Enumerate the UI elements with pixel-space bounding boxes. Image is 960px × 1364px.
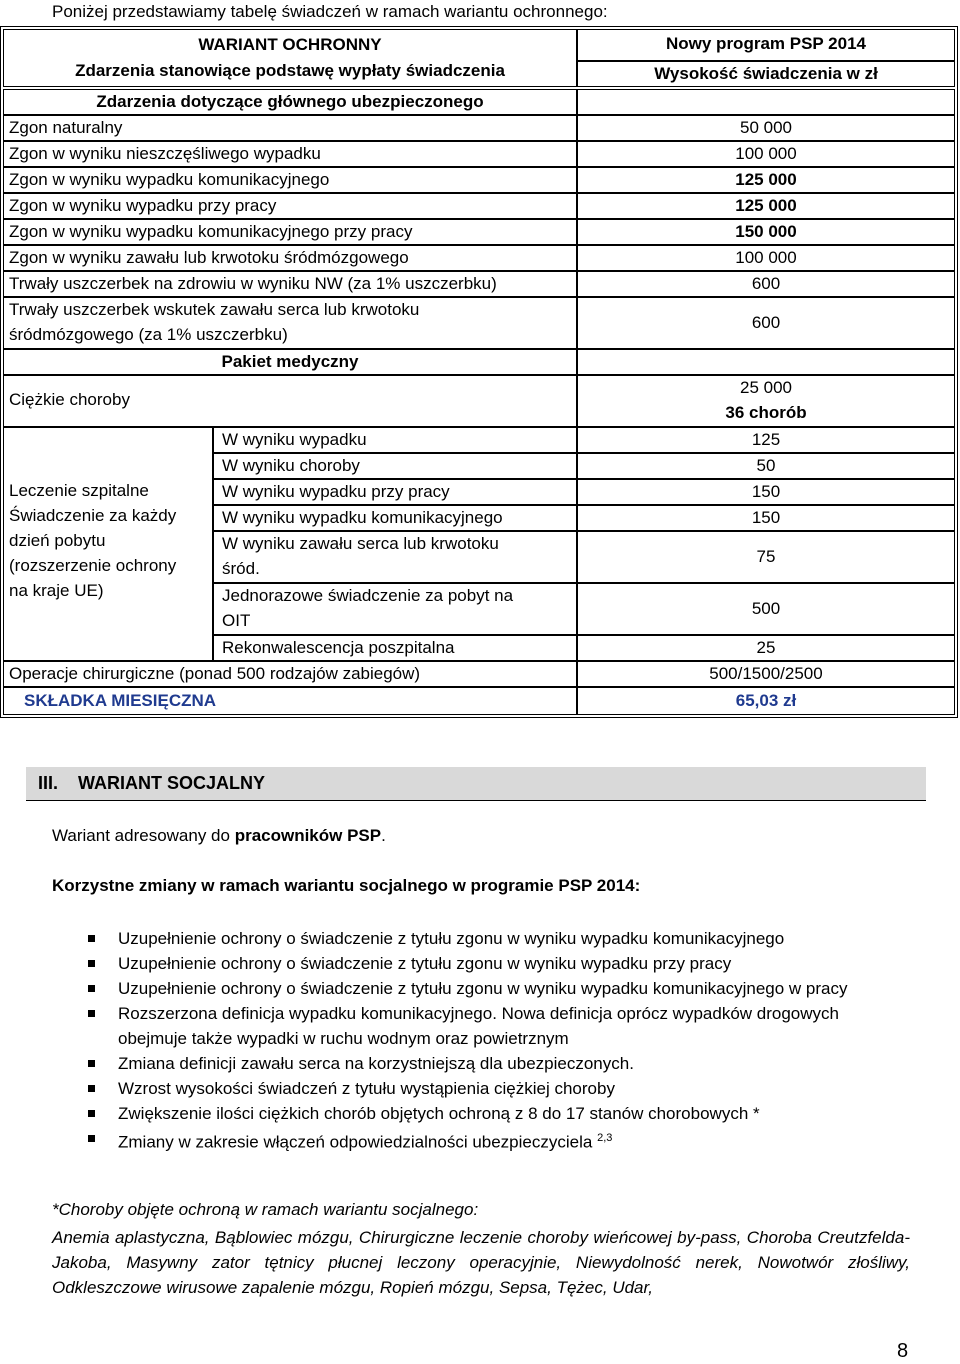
hospital-label-cell	[3, 427, 213, 661]
list-item-text: Zwiększenie ilości ciężkich chorób objętych ochroną z 8 do 17 stanów chorobowych *	[118, 1104, 760, 1123]
variant-title: WARIANT OCHRONNY	[198, 35, 382, 54]
row-label-line2: OIT	[222, 611, 251, 630]
table-row	[213, 427, 577, 453]
row-label: Zgon w wyniku wypadku komunikacyjnego przy pracy	[9, 222, 413, 241]
table-row	[3, 375, 577, 427]
row-value: 150	[751, 508, 781, 527]
footnote-heading: *Choroby objęte ochroną w ramach wariantu socjalnego:	[52, 1200, 479, 1219]
table-row-value	[577, 635, 955, 661]
row-label: Zgon naturalny	[9, 118, 123, 137]
benefits-table	[0, 26, 958, 718]
list-item	[0, 1076, 898, 1101]
table-row-value	[577, 531, 955, 583]
critical-illness-count: 36 chorób	[725, 403, 807, 422]
row-label-line2: śródmózgowego (za 1% uszczerbku)	[9, 325, 288, 344]
row-value: 25	[756, 638, 776, 657]
bullet-square-icon	[88, 1135, 95, 1142]
table-row	[213, 479, 577, 505]
amount-header-text: Wysokość świadczenia w zł	[654, 64, 878, 83]
list-item-text: Uzupełnienie ochrony o świadczenie z tytułu zgonu w wyniku wypadku komunikacyjnego	[118, 929, 785, 948]
bullet-square-icon	[88, 935, 95, 942]
footnote-body: Anemia aplastyczna, Bąblowiec mózgu, Chirurgiczne leczenie choroby wieńcowej by-pass, Choroba Creutzfelda- Jakoba, Masywny zator tętnicy płucnej leczony operacyjnie, Niewydolność nerek, Nowotwór złośliwy, Odkleszczowe wirusowe zapalenie mózgu, Ropień mózgu, Sepsa, Tężec, Udar,	[52, 1228, 910, 1297]
list-item-text: Uzupełnienie ochrony o świadczenie z tytułu zgonu w wyniku wypadku przy pracy	[118, 954, 732, 973]
table-row-value	[577, 141, 955, 167]
page-number: 8	[897, 1340, 909, 1362]
row-label: W wyniku wypadku	[222, 430, 367, 449]
premium-label-cell	[3, 687, 577, 715]
table-row	[3, 297, 577, 349]
table-row-value	[577, 661, 955, 687]
row-label-line1: Jednorazowe świadczenie za pobyt na	[222, 586, 514, 605]
hospital-label-line: Leczenie szpitalne	[9, 481, 149, 500]
list-item-text: Zmiana definicji zawału serca na korzystniejszą dla ubezpieczonych.	[118, 1054, 634, 1073]
table-row	[3, 167, 577, 193]
row-label: Zgon w wyniku wypadku przy pracy	[9, 196, 277, 215]
premium-label: SKŁADKA MIESIĘCZNA	[24, 691, 217, 710]
row-label-line1: Trwały uszczerbek wskutek zawału serca lub krwotoku	[9, 300, 420, 319]
list-item	[0, 951, 898, 976]
row-value: 75	[756, 547, 776, 566]
row-label: Operacje chirurgiczne (ponad 500 rodzajów zabiegów)	[9, 664, 421, 683]
row-label: Zgon w wyniku zawału lub krwotoku śródmózgowego	[9, 248, 409, 267]
table-row-value	[577, 297, 955, 349]
table-header-left	[3, 29, 577, 87]
row-label: Zgon w wyniku nieszczęśliwego wypadku	[9, 144, 321, 163]
table-row-value	[577, 583, 955, 635]
table-row-value	[577, 219, 955, 245]
table-row	[3, 193, 577, 219]
table-row-value	[577, 505, 955, 531]
row-value: 100 000	[735, 144, 797, 163]
changes-heading: Korzystne zmiany w ramach wariantu socjalnego w programie PSP 2014:	[52, 876, 641, 895]
table-row-value	[577, 271, 955, 297]
table-row	[3, 271, 577, 297]
table-row	[3, 115, 577, 141]
table-row-value	[577, 193, 955, 219]
table-row-value	[577, 427, 955, 453]
row-value: 50	[756, 456, 776, 475]
row-label: W wyniku choroby	[222, 456, 360, 475]
row-value: 600	[751, 274, 781, 293]
list-item	[0, 1051, 898, 1076]
list-item	[0, 1101, 898, 1126]
table-row-value	[577, 479, 955, 505]
section-main-insured: Zdarzenia dotyczące głównego ubezpieczonego	[96, 92, 484, 111]
table-row	[3, 661, 577, 687]
premium-value-cell	[577, 687, 955, 715]
list-item	[0, 976, 898, 1001]
table-row	[213, 453, 577, 479]
row-label: Zgon w wyniku wypadku komunikacyjnego	[9, 170, 330, 189]
row-label-line1: W wyniku zawału serca lub krwotoku	[222, 534, 499, 553]
row-label: W wyniku wypadku przy pracy	[222, 482, 450, 501]
table-row-value	[577, 167, 955, 193]
hospital-label-line: (rozszerzenie ochrony	[9, 556, 177, 575]
table-row-value	[577, 245, 955, 271]
audience-bold: pracowników PSP	[234, 826, 382, 845]
target-audience	[52, 826, 386, 846]
table-row	[213, 505, 577, 531]
list-item	[0, 926, 898, 951]
hospital-label-line: dzień pobytu	[9, 531, 106, 550]
bullet-square-icon	[88, 1110, 95, 1117]
intro-text: Poniżej przedstawiamy tabelę świadczeń w ramach wariantu ochronnego:	[52, 2, 608, 21]
bullet-square-icon	[88, 960, 95, 967]
row-value: 150 000	[735, 222, 797, 241]
row-value: 500/1500/2500	[709, 664, 823, 683]
premium-value: 65,03 zł	[735, 691, 797, 710]
section-title: WARIANT SOCJALNY	[78, 773, 266, 793]
changes-list	[0, 926, 960, 1155]
section-number: III.	[38, 773, 59, 793]
list-item-text: Zmiany w zakresie włączeń odpowiedzialności ubezpieczyciela	[118, 1132, 593, 1152]
events-header: Zdarzenia stanowiące podstawę wypłaty świadczenia	[75, 61, 505, 80]
program-header	[577, 29, 955, 61]
section-main-empty	[577, 89, 955, 115]
table-row	[3, 245, 577, 271]
table-row	[213, 531, 577, 583]
list-item-text: Rozszerzona definicja wypadku komunikacyjnego. Nowa definicja oprócz wypadków drogowych obejmuje także wypadki w ruchu wodnym oraz powietrznym	[118, 1004, 839, 1048]
row-value: 50 000	[740, 118, 792, 137]
row-label: Trwały uszczerbek na zdrowiu w wyniku NW (za 1% uszczerbku)	[9, 274, 497, 293]
amount-header	[577, 61, 955, 87]
critical-illness-value: 25 000	[740, 378, 792, 397]
table-row-value	[577, 375, 955, 427]
section-medical-cell	[3, 349, 577, 375]
row-value: 500	[751, 599, 781, 618]
bullet-square-icon	[88, 1010, 95, 1017]
section-medical: Pakiet medyczny	[221, 352, 359, 371]
table-row-value	[577, 115, 955, 141]
list-item	[0, 1126, 898, 1155]
list-item-text: Wzrost wysokości świadczeń z tytułu wystąpienia ciężkiej choroby	[118, 1079, 615, 1098]
row-value: 600	[751, 313, 781, 332]
row-value: 125	[751, 430, 781, 449]
table-row	[213, 583, 577, 635]
list-item	[0, 1001, 898, 1051]
section-medical-empty	[577, 349, 955, 375]
row-label-line2: śród.	[222, 559, 260, 578]
row-label: W wyniku wypadku komunikacyjnego	[222, 508, 503, 527]
section-main-cell	[3, 89, 577, 115]
hospital-label-line: na kraje UE)	[9, 581, 104, 600]
row-value: 125 000	[735, 196, 797, 215]
bullet-square-icon	[88, 1060, 95, 1067]
table-row	[213, 635, 577, 661]
footnote-ref: 2,3	[597, 1132, 613, 1144]
row-value: 100 000	[735, 248, 797, 267]
section-header	[26, 767, 926, 801]
bullet-square-icon	[88, 1085, 95, 1092]
row-value: 150	[751, 482, 781, 501]
critical-illness-label: Ciężkie choroby	[9, 390, 130, 409]
audience-suffix: .	[381, 826, 386, 845]
audience-prefix: Wariant adresowany do	[52, 826, 235, 845]
table-row	[3, 141, 577, 167]
list-item-text: Uzupełnienie ochrony o świadczenie z tytułu zgonu w wyniku wypadku komunikacyjnego w pracy	[118, 979, 848, 998]
table-row	[3, 219, 577, 245]
program-title: Nowy program PSP 2014	[666, 34, 866, 53]
row-value: 125 000	[735, 170, 797, 189]
bullet-square-icon	[88, 985, 95, 992]
table-row-value	[577, 453, 955, 479]
hospital-label-line: Świadczenie za każdy	[9, 506, 177, 525]
row-label: Rekonwalescencja poszpitalna	[222, 638, 455, 657]
